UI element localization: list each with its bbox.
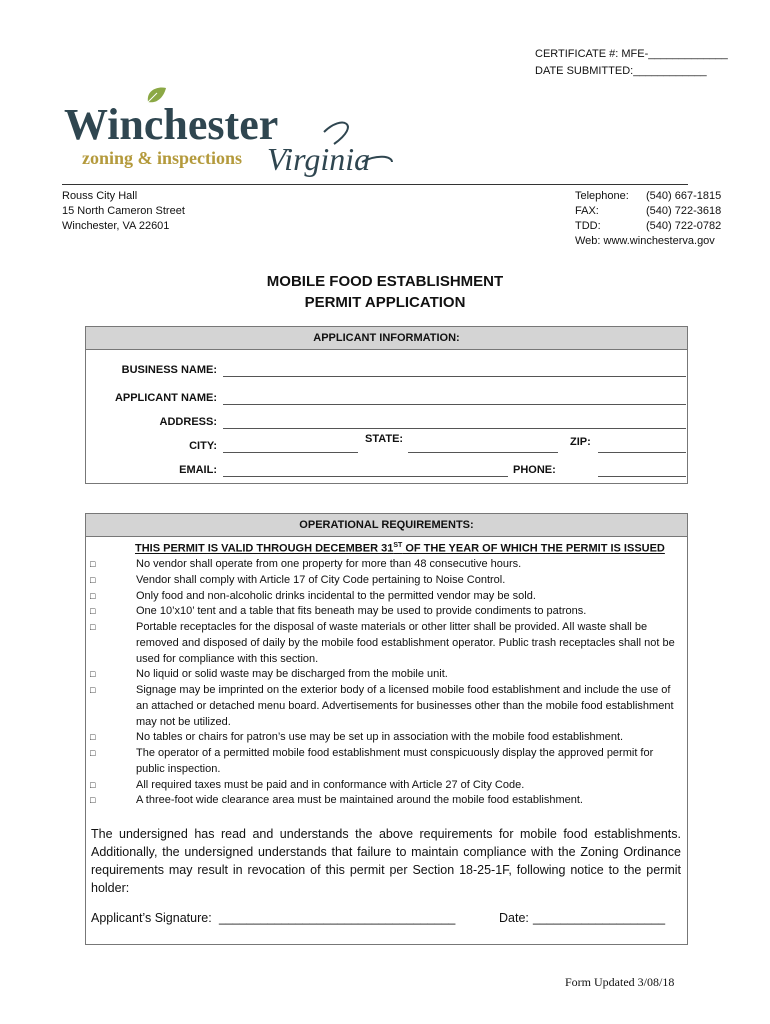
requirement-text: No liquid or solid waste may be discharged from the mobile unit. bbox=[136, 668, 448, 680]
requirement-text: All required taxes must be paid and in conformance with Article 27 of City Code. bbox=[136, 779, 525, 791]
certificate-number: CERTIFICATE #: MFE-_____________ bbox=[535, 48, 728, 60]
fax-value: (540) 722-3618 bbox=[646, 205, 722, 217]
email-field[interactable] bbox=[223, 476, 508, 477]
page-title bbox=[0, 271, 770, 313]
phone-label: PHONE: bbox=[513, 464, 556, 476]
checkbox-icon[interactable]: □ bbox=[90, 575, 96, 585]
title-line-1: MOBILE FOOD ESTABLISHMENT bbox=[266, 273, 504, 290]
address-line-1: Rouss City Hall bbox=[62, 190, 138, 202]
tdd-label: TDD: bbox=[575, 220, 601, 232]
checkbox-icon[interactable]: □ bbox=[90, 748, 96, 758]
signature-field[interactable]: __________________________________ bbox=[219, 911, 456, 925]
tdd-value: (540) 722-0782 bbox=[646, 220, 722, 232]
requirement-text: No vendor shall operate from one property for more than 48 consecutive hours. bbox=[136, 558, 522, 570]
web-address: Web: www.winchesterva.gov bbox=[575, 235, 715, 247]
checkbox-icon[interactable]: □ bbox=[90, 559, 96, 569]
form-updated-note: Form Updated 3/08/18 bbox=[565, 975, 675, 989]
address-line-2: 15 North Cameron Street bbox=[62, 205, 185, 217]
operational-requirements-section bbox=[85, 513, 688, 945]
checkbox-icon[interactable]: □ bbox=[90, 669, 96, 679]
logo-script: Virginia bbox=[267, 141, 371, 177]
checkbox-icon[interactable]: □ bbox=[90, 795, 96, 805]
logo-graphic bbox=[62, 84, 407, 184]
date-label: Date: bbox=[499, 911, 529, 925]
address-label: ADDRESS: bbox=[159, 416, 217, 428]
requirement-text: Signage may be imprinted on the exterior body of a licensed mobile food establishment and include the use of an attached or detached menu board. Advertisements for businesses other than the mobile food establishment may not be utilized. bbox=[136, 684, 674, 728]
contact-info bbox=[575, 189, 745, 249]
applicant-name-label: APPLICANT NAME: bbox=[114, 392, 217, 404]
applicant-heading: APPLICANT INFORMATION: bbox=[86, 327, 687, 350]
certificate-info bbox=[535, 47, 745, 81]
requirement-text: Vendor shall comply with Article 17 of City Code pertaining to Noise Control. bbox=[136, 574, 506, 586]
phone-field[interactable] bbox=[598, 476, 686, 477]
telephone-row bbox=[575, 189, 745, 204]
requirement-text: Only food and non-alcoholic drinks incidental to the permitted vendor may be sold. bbox=[136, 590, 536, 602]
date-submitted: DATE SUBMITTED:____________ bbox=[535, 65, 707, 77]
zip-label: ZIP: bbox=[570, 436, 591, 448]
fax-label: FAX: bbox=[575, 205, 599, 217]
checkbox-icon[interactable]: □ bbox=[90, 606, 96, 616]
tdd-row bbox=[575, 219, 745, 234]
header-divider bbox=[62, 184, 688, 185]
signature-row bbox=[91, 911, 681, 931]
city-label: CITY: bbox=[189, 440, 217, 452]
state-field[interactable] bbox=[408, 452, 558, 453]
winchester-logo bbox=[62, 84, 407, 184]
operational-heading: OPERATIONAL REQUIREMENTS: bbox=[86, 514, 687, 537]
requirement-text: The operator of a permitted mobile food establishment must conspicuously display the approved permit for public inspection. bbox=[136, 747, 654, 775]
date-field[interactable]: ___________________ bbox=[533, 911, 666, 925]
requirement-text: No tables or chairs for patron’s use may be set up in association with the mobile food establishment. bbox=[136, 731, 624, 743]
logo-tagline: zoning & inspections bbox=[82, 148, 243, 168]
fax-row bbox=[575, 204, 745, 219]
city-field[interactable] bbox=[223, 452, 358, 453]
checkbox-icon[interactable]: □ bbox=[90, 685, 96, 695]
business-name-label: BUSINESS NAME: bbox=[121, 364, 217, 376]
requirement-text: A three-foot wide clearance area must be maintained around the mobile food establishment. bbox=[136, 794, 583, 806]
state-label: STATE: bbox=[365, 433, 404, 445]
address-line-3: Winchester, VA 22601 bbox=[62, 220, 170, 232]
requirement-text: Portable receptacles for the disposal of waste materials or other litter shall be provided. All waste shall be removed and disposed of daily by the mobile food establishment operator. Public trash receptacles shall not be used for compliance with this section. bbox=[136, 621, 675, 665]
zip-field[interactable] bbox=[598, 452, 686, 453]
applicant-information-section bbox=[85, 326, 688, 484]
permit-validity-notice: THIS PERMIT IS VALID THROUGH DECEMBER 31ST OF THE YEAR OF WHICH THE PERMIT IS ISSUED bbox=[135, 542, 665, 555]
logo-name: Winchester bbox=[64, 100, 279, 149]
checkbox-icon[interactable]: □ bbox=[90, 591, 96, 601]
business-name-field[interactable] bbox=[223, 376, 686, 377]
checkbox-icon[interactable]: □ bbox=[90, 780, 96, 790]
signature-label: Applicant’s Signature: bbox=[91, 911, 212, 925]
acknowledgement-statement: The undersigned has read and understands the above requirements for mobile food establishments. Additionally, the undersigned understands that failure to maintain compliance with the Zoning Ordinance requirements may result in revocation of this permit per Section 18-25-1F, following notice to the permit holder: bbox=[91, 827, 681, 895]
office-address bbox=[62, 189, 185, 234]
title-line-2: PERMIT APPLICATION bbox=[304, 294, 466, 311]
applicant-name-field[interactable] bbox=[223, 404, 686, 405]
email-label: EMAIL: bbox=[179, 464, 217, 476]
address-field[interactable] bbox=[223, 428, 686, 429]
telephone-value: (540) 667-1815 bbox=[646, 190, 722, 202]
telephone-label: Telephone: bbox=[575, 190, 629, 202]
requirement-text: One 10’x10’ tent and a table that fits beneath may be used to provide condiments to patrons. bbox=[136, 605, 587, 617]
checkbox-icon[interactable]: □ bbox=[90, 732, 96, 742]
checkbox-icon[interactable]: □ bbox=[90, 622, 96, 632]
